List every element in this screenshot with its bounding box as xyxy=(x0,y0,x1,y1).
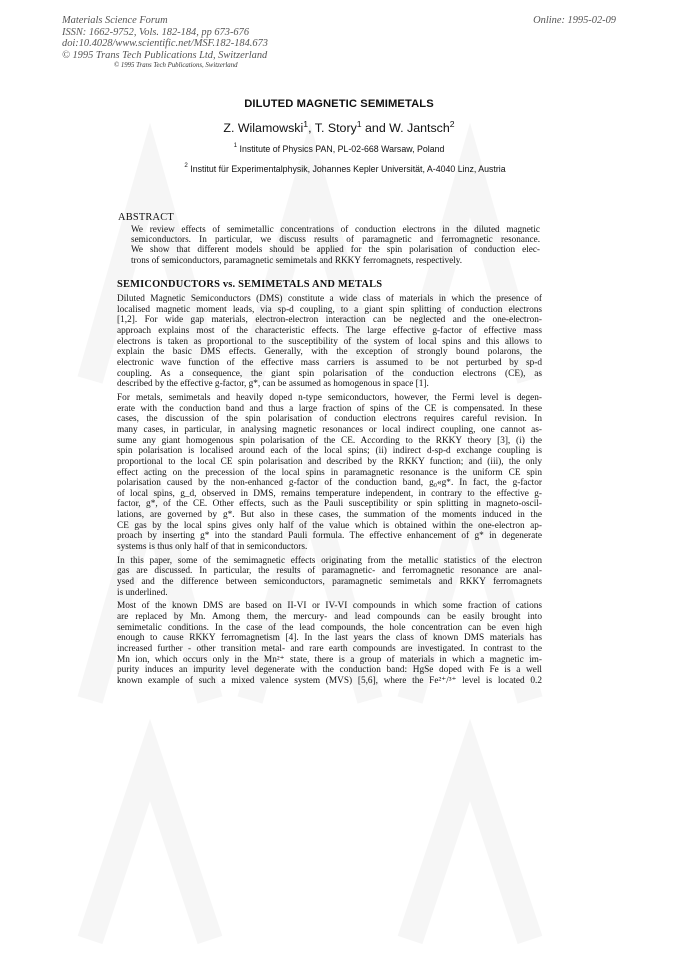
abstract-line: We show that different models should be applied for the spin polarisation of conduction elec- xyxy=(131,244,540,255)
text-line: effect acting on the precession of the local spins in paramagnetic resonance is the uniform CE spin xyxy=(117,467,542,478)
text-line: of local spins, g_d, observed in DMS, remains temperature independent, in contrary to the effective g- xyxy=(117,488,542,499)
paragraph xyxy=(117,556,542,599)
journal-name: Materials Science Forum xyxy=(62,15,168,26)
author-name: T. Story xyxy=(314,121,357,135)
abstract-heading: ABSTRACT xyxy=(118,212,174,223)
paragraph xyxy=(117,393,542,553)
paragraph xyxy=(117,601,542,686)
text-line: proach by inserting g* into the standard Pauli formula. The effective enhancement of g* in degenerate xyxy=(117,531,542,542)
text-line: described by the effective g-factor, g*, can be assumed as homogenous in space [1]. xyxy=(117,379,429,390)
text-line: spin polarisation is localised around each of the local spins; (ii) indirect d-sp-d exchange coupling is xyxy=(117,446,542,457)
text-line: systems is thus only half of that in semiconductors. xyxy=(117,542,308,553)
author-name: Z. Wilamowski xyxy=(223,121,304,135)
text-line: Mn ion, which occurs only in the Mn²⁺ state, there is a group of materials in which a magnetic im- xyxy=(117,654,542,665)
text-line: proportional to the local CE spin polarisation and described by the RKKY function; and (iii), the only xyxy=(117,456,542,467)
author-name: W. Jantsch xyxy=(389,121,450,135)
text-line: gas are discussed. In particular, the results of paramagnetic- and ferromagnetic resonance are anal- xyxy=(117,566,542,577)
text-line: many cases, in particular, in analysing magnetic resonances or local indirect coupling, one cannot as- xyxy=(117,424,542,435)
text-line: sume any giant homogenous spin polarisation of the CE. According to the RKKY theory [3], (i) the xyxy=(117,435,542,446)
text-line: polarisation caused by the non-enhanced g-factor of the conduction band, g₀«g*. In fact, the g-factor xyxy=(117,478,542,489)
text-line: purity induces an impurity level degenerate with the conduction band: HgSe doped with Fe is a well xyxy=(117,665,542,676)
text-line: known example of such a mixed valence system (MVS) [5,6], where the Fe²⁺/³⁺ level is located 0.2 xyxy=(117,675,542,686)
text-line: For metals, semimetals and heavily doped n-type semiconductors, however, the Fermi level is degen- xyxy=(117,392,542,403)
author-list: Z. Wilamowski$^1$, T. Story$^1$ and W. Jantsch$^2$ xyxy=(223,119,455,135)
text-line: Most of the known DMS are based on II-VI or IV-VI compounds in which some fraction of cations xyxy=(117,601,542,612)
affiliation-1: $^1$ Institute of Physics PAN, PL-02-668 Warsaw, Poland xyxy=(233,142,445,154)
text-line: Diluted Magnetic Semiconductors (DMS) constitute a wide class of materials in which the presence of xyxy=(117,294,542,304)
issn-line: ISSN: 1662-9752, Vols. 182-184, pp 673-676 xyxy=(62,26,250,38)
abstract-line: trons of semiconductors, paramagnetic semimetals and RKKY ferromagnets, respectively. xyxy=(131,254,462,265)
doi-link[interactable]: doi:10.4028/www.scientific.net/MSF.182-184.673 xyxy=(62,38,268,50)
paper-title: DILUTED MAGNETIC SEMIMETALS xyxy=(244,98,434,110)
text-line: factor, g*, of the CE. Other effects, such as the Pauli susceptibility or spin splitting in magneto-oscil- xyxy=(117,499,542,510)
text-line: lations, are governed by g*. But also in these cases, the summation of the moments induced in the xyxy=(117,510,542,521)
online-date: Online: 1995-02-09 xyxy=(533,15,616,26)
text-line: CE gas by the local spins gives only half of the value which is obtained within the one-electron ap- xyxy=(117,520,542,531)
text-line: electronic wave function of the effective mass carriers is assumed to be not perturbed by sp-d xyxy=(117,357,542,368)
abstract-line: We review effects of semimetallic concentrations of conduction electrons in the diluted magnetic xyxy=(131,224,540,234)
paragraph xyxy=(117,294,542,390)
text-line: [1,2]. For wide gap materials, electron-electron interaction can be neglected and the one-electron- xyxy=(117,315,542,326)
text-line: localised magnetic moment leads, via sp-d coupling, to a giant spin splitting of conduction electrons xyxy=(117,304,542,315)
text-line: ysed and the difference between semiconductors, paramagnetic semimetals and RKKY ferromagnets xyxy=(117,577,542,588)
text-line: enough to cause RKKY ferromagnetism [4]. In the last years the class of known DMS materials has xyxy=(117,633,542,644)
abstract-line: semiconductors. In particular, we discuss results of paramagnetic and ferromagnetic resonance. xyxy=(131,234,540,245)
text-line: are replaced by Mn. Among them, the mercury- and lead compounds can be easily brought into xyxy=(117,612,542,623)
text-line: increased further - other transition metal- and rare earth compounds are investigated. In contrast to the xyxy=(117,644,542,654)
text-line: cases, the discussion of the spin polarisation of conduction electrons requires careful revision. In xyxy=(117,414,542,425)
text-line: explain the basic DMS effects. Generally, with the exception of strongly bound polarons, the xyxy=(117,347,542,358)
author-affiliation-mark: 1 xyxy=(356,119,362,129)
text-line: approach explains most of the characteristic effects. The large effective g-factor of effective mass xyxy=(117,325,542,336)
section-heading: SEMICONDUCTORS vs. SEMIMETALS AND METALS xyxy=(117,279,383,290)
publication-info xyxy=(62,15,268,70)
author-affiliation-mark: 2 xyxy=(449,119,455,129)
text-line: coupling. As a consequence, the giant spin polarisation of the conduction electrons (CE), as xyxy=(117,368,542,379)
author-affiliation-mark: 1 xyxy=(303,119,309,129)
affiliation-2: $^2$ Institut für Experimentalphysik, Johannes Kepler Universität, A-4040 Linz, Austria xyxy=(184,162,506,174)
text-line: In this paper, some of the semimagnetic effects originating from the metallic statistics of the electron xyxy=(117,555,542,566)
text-line: erate with the conduction band and thus a large fraction of spins of the CE is compensated. In these xyxy=(117,403,542,414)
copyright-line: © 1995 Trans Tech Publications Ltd, Switzerland xyxy=(62,49,268,61)
abstract-body xyxy=(131,224,540,265)
text-line: is underlined. xyxy=(117,587,168,598)
copyright-small: © 1995 Trans Tech Publications, Switzerland xyxy=(114,62,238,70)
text-line: semimetalic conditions. In the case of the lead compounds, the hole concentration can be even high xyxy=(117,622,542,633)
section-body xyxy=(117,294,542,690)
text-line: electrons is taken as proportional to the susceptibility of the system of local spins and this allows to xyxy=(117,336,542,347)
